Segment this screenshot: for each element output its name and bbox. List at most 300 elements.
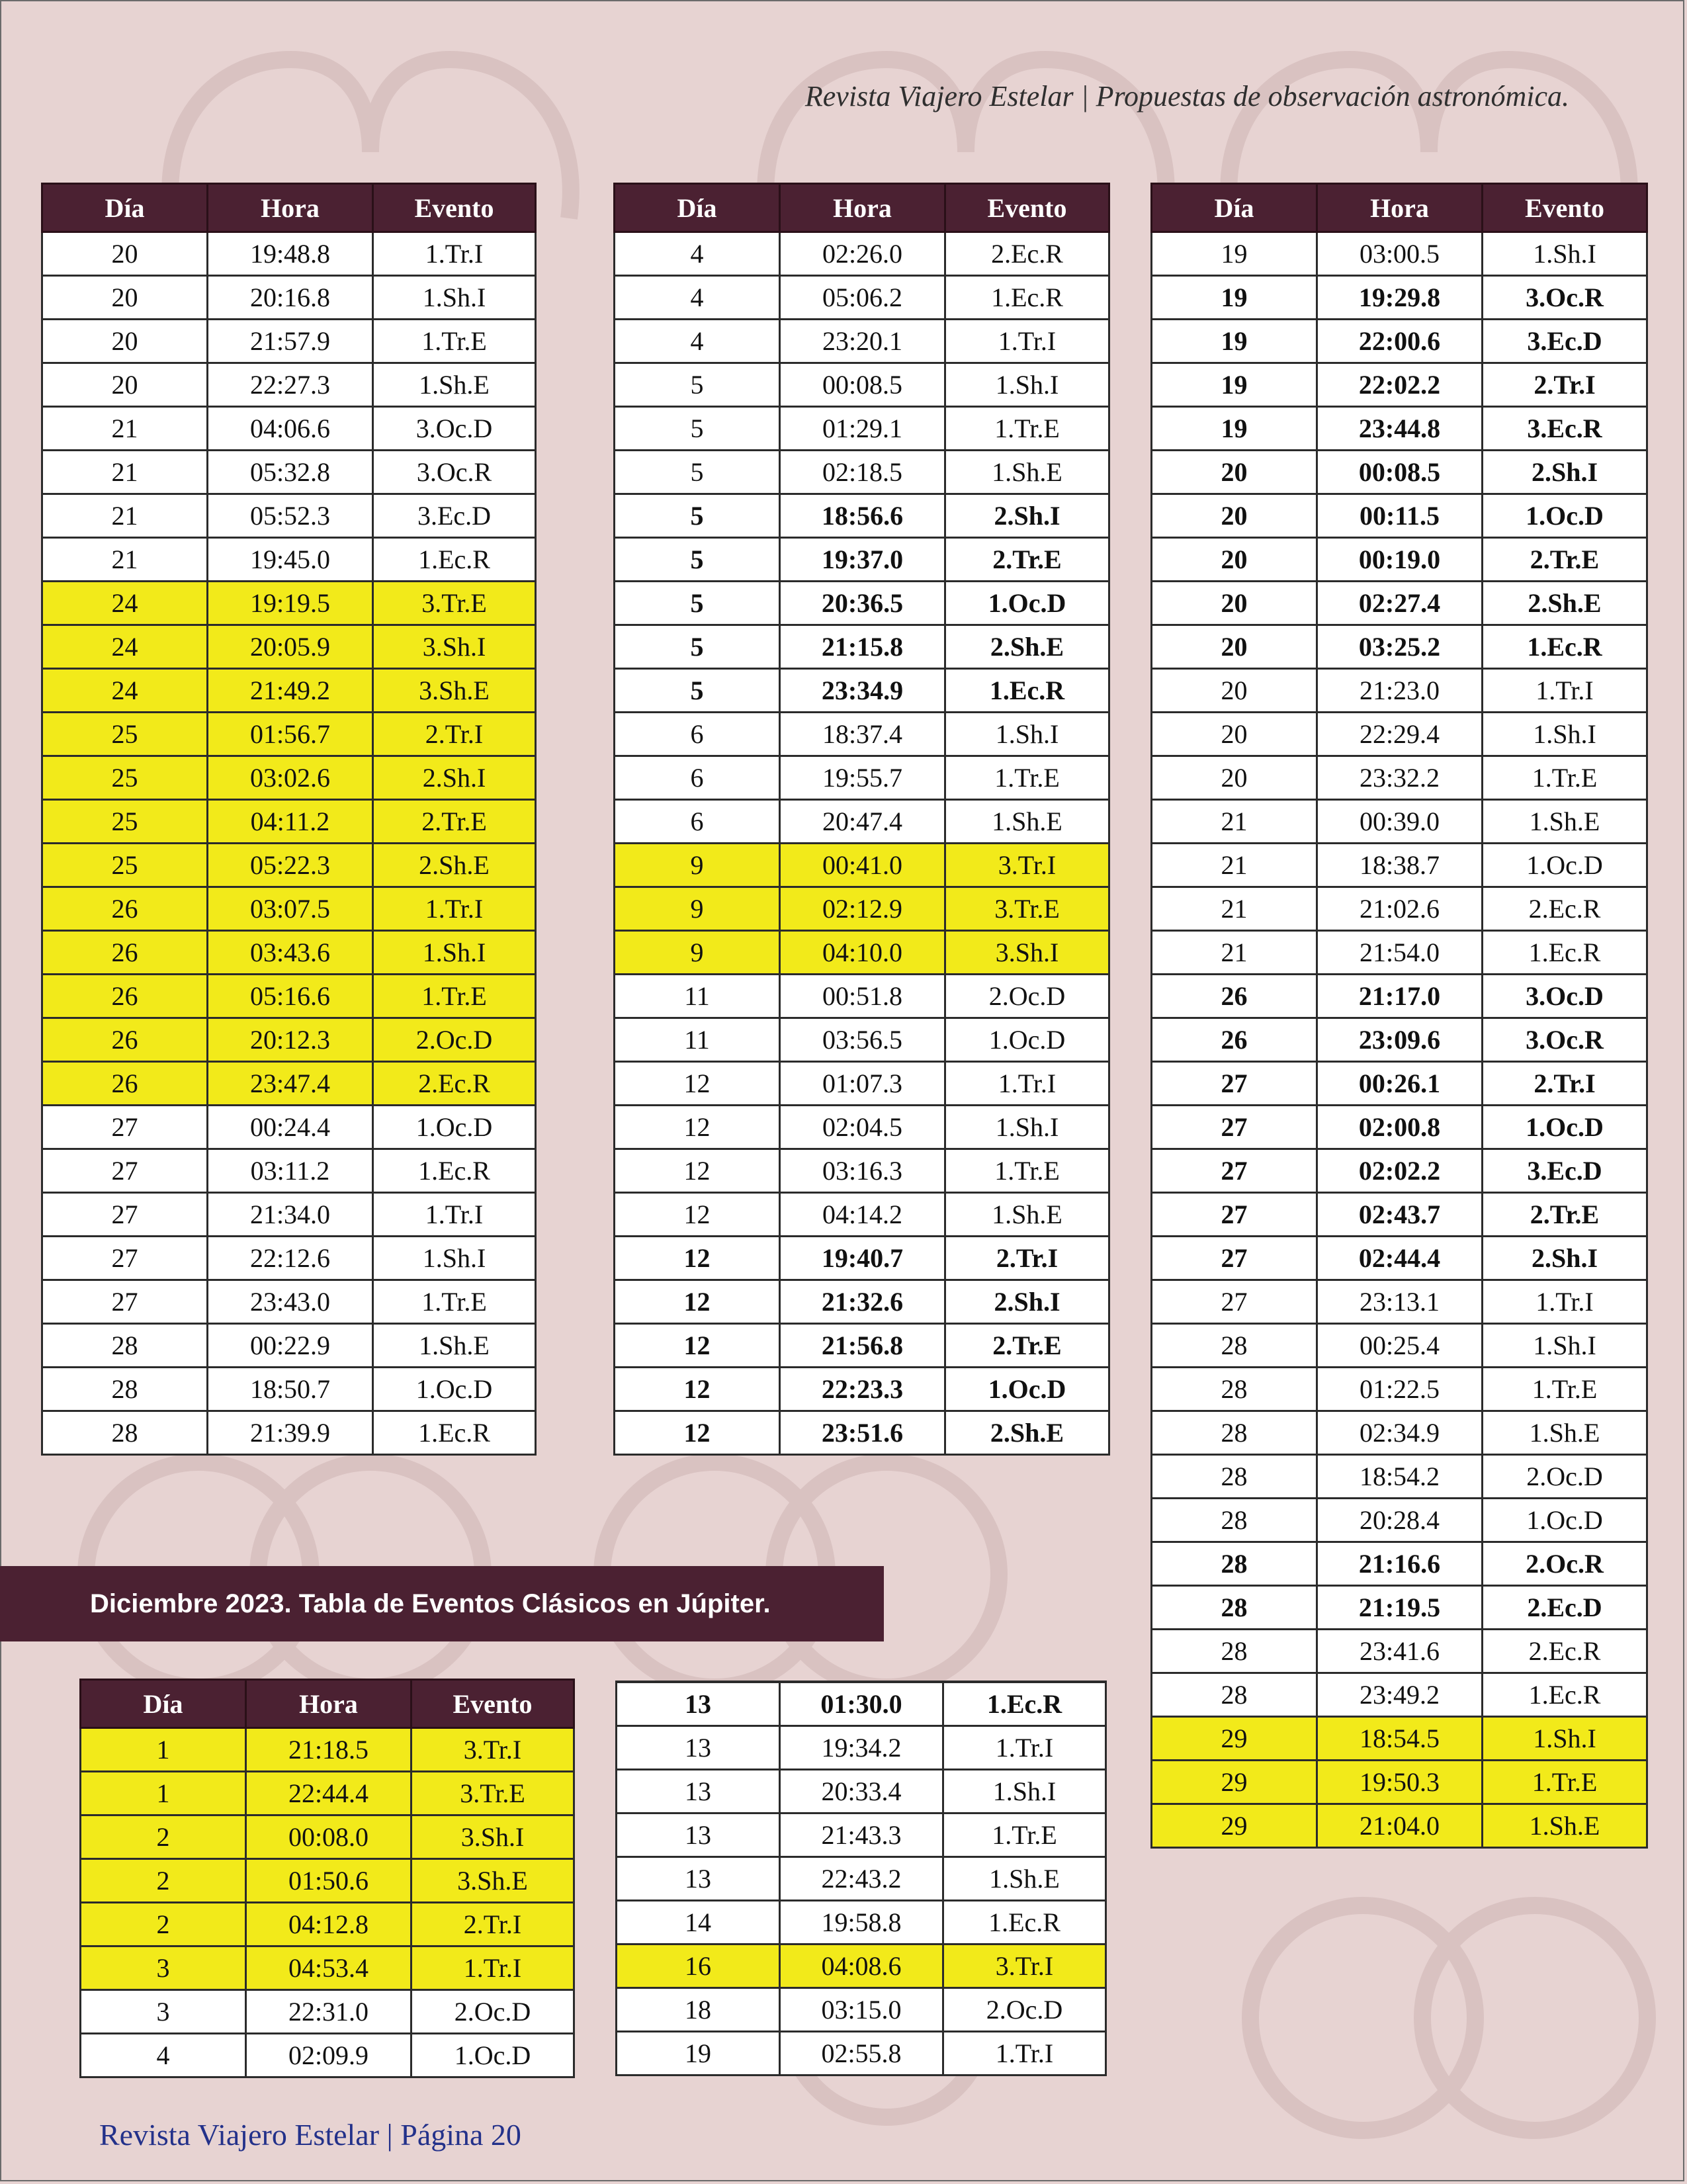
cell-evento: 3.Tr.E [373,582,536,625]
cell-evento: 1.Oc.D [945,582,1109,625]
cell-dia: 1 [81,1772,246,1815]
cell-evento: 3.Ec.D [1483,320,1647,363]
cell-dia: 9 [615,887,780,931]
table-row [42,1368,536,1411]
table-row [617,2032,1106,2075]
cell-evento: 3.Sh.I [945,931,1109,975]
cell-evento: 2.Sh.E [945,625,1109,669]
cell-dia: 12 [615,1106,780,1149]
cell-evento: 1.Tr.E [945,1149,1109,1193]
cell-evento: 2.Oc.D [945,975,1109,1018]
cell-dia: 27 [42,1193,208,1237]
cell-evento: 1.Tr.E [943,1813,1106,1857]
cell-hora: 22:44.4 [246,1772,411,1815]
cell-evento: 1.Sh.I [1483,713,1647,756]
cell-hora: 21:34.0 [208,1193,373,1237]
table-row [1152,1368,1647,1411]
cell-evento: 1.Oc.D [945,1018,1109,1062]
table-row [42,407,536,451]
table-row [615,887,1109,931]
cell-dia: 28 [1152,1324,1317,1368]
cell-dia: 27 [1152,1193,1317,1237]
table-row [1152,1499,1647,1542]
cell-hora: 00:26.1 [1317,1062,1483,1106]
cell-evento: 1.Sh.E [945,1193,1109,1237]
table-row [42,363,536,407]
table-row [617,1770,1106,1813]
cell-evento: 3.Oc.R [1483,276,1647,320]
table-row [615,1368,1109,1411]
table-row [1152,1717,1647,1761]
cell-hora: 03:25.2 [1317,625,1483,669]
table-row [1152,669,1647,713]
cell-evento: 1.Tr.I [1483,669,1647,713]
table-row [615,975,1109,1018]
cell-evento: 2.Sh.E [945,1411,1109,1455]
cell-hora: 18:54.2 [1317,1455,1483,1499]
cell-dia: 2 [81,1903,246,1946]
cell-dia: 20 [1152,582,1317,625]
cell-hora: 02:02.2 [1317,1149,1483,1193]
cell-hora: 23:49.2 [1317,1673,1483,1717]
table-row [615,494,1109,538]
cell-evento: 3.Tr.E [945,887,1109,931]
cell-hora: 00:51.8 [780,975,945,1018]
cell-dia: 26 [1152,975,1317,1018]
cell-dia: 20 [1152,756,1317,800]
cell-dia: 5 [615,363,780,407]
cell-hora: 19:58.8 [780,1901,943,1944]
cell-dia: 26 [1152,1018,1317,1062]
table-row [615,931,1109,975]
table-row [615,232,1109,276]
table-row [615,1106,1109,1149]
cell-evento: 1.Sh.I [1483,1324,1647,1368]
table-row [1152,1455,1647,1499]
cell-hora: 19:40.7 [780,1237,945,1280]
table-row [1152,1149,1647,1193]
table-row [42,582,536,625]
cell-dia: 28 [42,1324,208,1368]
cell-hora: 21:39.9 [208,1411,373,1455]
cell-evento: 1.Ec.R [1483,1673,1647,1717]
cell-evento: 1.Ec.R [945,669,1109,713]
col-dia: Día [615,184,780,232]
cell-evento: 3.Sh.E [373,669,536,713]
cell-hora: 02:55.8 [780,2032,943,2075]
table-row [1152,1237,1647,1280]
cell-evento: 1.Ec.R [373,538,536,582]
cell-hora: 18:56.6 [780,494,945,538]
cell-dia: 4 [615,232,780,276]
table-row [617,1988,1106,2032]
cell-dia: 5 [615,669,780,713]
cell-dia: 21 [1152,887,1317,931]
cell-hora: 23:09.6 [1317,1018,1483,1062]
cell-evento: 3.Sh.E [411,1859,574,1903]
cell-dia: 21 [1152,844,1317,887]
cell-evento: 1.Sh.I [945,1106,1109,1149]
cell-evento: 1.Sh.E [1483,800,1647,844]
col-dia: Día [81,1680,246,1728]
page-footer: Revista Viajero Estelar | Página 20 [99,2118,521,2152]
cell-hora: 04:12.8 [246,1903,411,1946]
cell-evento: 2.Sh.E [1483,582,1647,625]
table-header-row [1152,184,1647,232]
cell-dia: 20 [1152,451,1317,494]
cell-hora: 21:02.6 [1317,887,1483,931]
cell-dia: 12 [615,1368,780,1411]
cell-dia: 24 [42,625,208,669]
cell-dia: 28 [1152,1455,1317,1499]
cell-evento: 1.Tr.E [945,407,1109,451]
cell-evento: 2.Sh.I [373,756,536,800]
cell-evento: 2.Tr.I [373,713,536,756]
table-row [42,887,536,931]
table-row [81,2034,574,2077]
cell-dia: 27 [42,1280,208,1324]
cell-dia: 12 [615,1062,780,1106]
cell-hora: 18:54.5 [1317,1717,1483,1761]
table-row [1152,887,1647,931]
cell-dia: 28 [1152,1630,1317,1673]
cell-evento: 3.Oc.D [373,407,536,451]
table-row [615,1149,1109,1193]
cell-hora: 21:32.6 [780,1280,945,1324]
table-row [42,1062,536,1106]
cell-hora: 00:39.0 [1317,800,1483,844]
cell-dia: 25 [42,756,208,800]
cell-hora: 19:29.8 [1317,276,1483,320]
cell-hora: 04:11.2 [208,800,373,844]
table-row [615,538,1109,582]
cell-dia: 19 [1152,276,1317,320]
cell-dia: 13 [617,1813,780,1857]
col-evento: Evento [373,184,536,232]
cell-dia: 5 [615,451,780,494]
cell-hora: 23:34.9 [780,669,945,713]
table-row [42,713,536,756]
cell-hora: 19:19.5 [208,582,373,625]
table-row [1152,232,1647,276]
cell-dia: 26 [42,1018,208,1062]
table-row [42,494,536,538]
cell-dia: 28 [42,1368,208,1411]
cell-evento: 2.Sh.I [945,494,1109,538]
cell-hora: 00:08.5 [1317,451,1483,494]
cell-hora: 21:43.3 [780,1813,943,1857]
cell-evento: 1.Sh.I [945,363,1109,407]
cell-hora: 22:31.0 [246,1990,411,2034]
cell-dia: 13 [617,1770,780,1813]
cell-hora: 22:00.6 [1317,320,1483,363]
cell-hora: 05:16.6 [208,975,373,1018]
cell-evento: 1.Sh.E [1483,1411,1647,1455]
table-header-row [81,1680,574,1728]
cell-evento: 1.Tr.I [945,1062,1109,1106]
cell-evento: 3.Oc.D [1483,975,1647,1018]
cell-evento: 2.Sh.I [1483,451,1647,494]
cell-hora: 20:47.4 [780,800,945,844]
cell-dia: 27 [1152,1149,1317,1193]
cell-hora: 04:53.4 [246,1946,411,1990]
cell-evento: 1.Sh.E [943,1857,1106,1901]
cell-dia: 1 [81,1728,246,1772]
cell-hora: 05:32.8 [208,451,373,494]
cell-dia: 21 [42,494,208,538]
cell-hora: 01:07.3 [780,1062,945,1106]
table-row [1152,625,1647,669]
cell-hora: 00:41.0 [780,844,945,887]
cell-dia: 12 [615,1193,780,1237]
cell-hora: 23:43.0 [208,1280,373,1324]
table-header-row [615,184,1109,232]
cell-hora: 02:04.5 [780,1106,945,1149]
cell-evento: 1.Oc.D [945,1368,1109,1411]
cell-evento: 2.Ec.R [945,232,1109,276]
cell-dia: 20 [1152,713,1317,756]
table-row [81,1946,574,1990]
cell-hora: 01:22.5 [1317,1368,1483,1411]
cell-hora: 00:08.0 [246,1815,411,1859]
cell-dia: 27 [42,1237,208,1280]
cell-dia: 9 [615,931,780,975]
cell-hora: 02:26.0 [780,232,945,276]
table-row [615,407,1109,451]
cell-hora: 02:00.8 [1317,1106,1483,1149]
table-row [1152,1324,1647,1368]
table-row [615,1411,1109,1455]
cell-hora: 19:55.7 [780,756,945,800]
table-row [42,1193,536,1237]
col-evento: Evento [411,1680,574,1728]
cell-dia: 19 [1152,363,1317,407]
cell-hora: 02:18.5 [780,451,945,494]
cell-evento: 1.Sh.I [373,931,536,975]
table-row [42,669,536,713]
cell-dia: 28 [1152,1368,1317,1411]
table-row [1152,582,1647,625]
cell-hora: 00:19.0 [1317,538,1483,582]
table-row [1152,800,1647,844]
table-row [42,1149,536,1193]
cell-dia: 16 [617,1944,780,1988]
cell-evento: 1.Ec.R [943,1682,1106,1726]
cell-evento: 2.Tr.I [1483,1062,1647,1106]
cell-evento: 2.Tr.E [945,538,1109,582]
cell-dia: 11 [615,975,780,1018]
col-hora: Hora [1317,184,1483,232]
table-row [42,756,536,800]
cell-dia: 20 [42,363,208,407]
events-table-4 [79,1679,575,2078]
cell-evento: 1.Tr.I [943,1726,1106,1770]
table-row [1152,1018,1647,1062]
cell-evento: 1.Tr.I [411,1946,574,1990]
table-row [615,1018,1109,1062]
cell-hora: 02:34.9 [1317,1411,1483,1455]
table-row [42,1018,536,1062]
cell-evento: 1.Sh.I [1483,232,1647,276]
cell-hora: 19:48.8 [208,232,373,276]
cell-evento: 1.Ec.R [373,1411,536,1455]
cell-hora: 02:09.9 [246,2034,411,2077]
cell-dia: 28 [1152,1499,1317,1542]
cell-hora: 01:56.7 [208,713,373,756]
cell-dia: 27 [42,1149,208,1193]
cell-dia: 6 [615,756,780,800]
cell-hora: 02:27.4 [1317,582,1483,625]
cell-evento: 2.Oc.D [411,1990,574,2034]
section-title-banner: Diciembre 2023. Tabla de Eventos Clásicos en Júpiter. [0,1566,884,1641]
cell-hora: 23:44.8 [1317,407,1483,451]
cell-evento: 1.Oc.D [373,1106,536,1149]
table-row [81,1772,574,1815]
cell-evento: 1.Sh.I [943,1770,1106,1813]
cell-evento: 2.Oc.R [1483,1542,1647,1586]
table-row [81,1903,574,1946]
cell-hora: 19:37.0 [780,538,945,582]
events-table-2 [613,183,1110,1456]
table-row [615,1237,1109,1280]
cell-dia: 24 [42,669,208,713]
table-row [1152,713,1647,756]
cell-dia: 20 [42,276,208,320]
table-row [615,582,1109,625]
cell-evento: 1.Sh.E [373,1324,536,1368]
cell-dia: 20 [1152,494,1317,538]
cell-dia: 12 [615,1237,780,1280]
table-row [42,931,536,975]
cell-hora: 22:27.3 [208,363,373,407]
table-row [1152,363,1647,407]
table-row [1152,1542,1647,1586]
cell-evento: 2.Sh.I [1483,1237,1647,1280]
cell-dia: 27 [42,1106,208,1149]
table-row [615,451,1109,494]
cell-dia: 25 [42,713,208,756]
cell-hora: 04:08.6 [780,1944,943,1988]
cell-evento: 3.Ec.D [373,494,536,538]
cell-dia: 5 [615,625,780,669]
cell-hora: 22:02.2 [1317,363,1483,407]
table-row [42,1106,536,1149]
cell-dia: 6 [615,713,780,756]
cell-dia: 27 [1152,1062,1317,1106]
cell-evento: 1.Tr.I [373,1193,536,1237]
cell-evento: 2.Sh.I [945,1280,1109,1324]
cell-hora: 21:57.9 [208,320,373,363]
cell-dia: 26 [42,975,208,1018]
table-row [42,625,536,669]
table-row [1152,1804,1647,1848]
cell-evento: 1.Sh.E [373,363,536,407]
cell-dia: 24 [42,582,208,625]
table-row [617,1813,1106,1857]
cell-evento: 2.Tr.E [373,800,536,844]
cell-dia: 5 [615,582,780,625]
cell-evento: 1.Tr.E [1483,756,1647,800]
cell-hora: 21:49.2 [208,669,373,713]
cell-dia: 29 [1152,1804,1317,1848]
table-row [42,975,536,1018]
cell-hora: 19:45.0 [208,538,373,582]
cell-dia: 6 [615,800,780,844]
cell-evento: 1.Ec.R [945,276,1109,320]
table-row [615,713,1109,756]
cell-dia: 12 [615,1149,780,1193]
table-row [1152,1673,1647,1717]
cell-dia: 28 [1152,1542,1317,1586]
table-row [1152,276,1647,320]
cell-evento: 3.Sh.I [373,625,536,669]
cell-dia: 27 [1152,1237,1317,1280]
cell-evento: 1.Sh.I [373,276,536,320]
cell-hora: 05:22.3 [208,844,373,887]
cell-hora: 05:06.2 [780,276,945,320]
cell-hora: 02:44.4 [1317,1237,1483,1280]
cell-dia: 28 [42,1411,208,1455]
cell-dia: 25 [42,844,208,887]
cell-hora: 22:29.4 [1317,713,1483,756]
table-row [615,1280,1109,1324]
table-row [42,232,536,276]
cell-evento: 1.Tr.E [1483,1368,1647,1411]
table-row [615,844,1109,887]
table-row [617,1901,1106,1944]
cell-evento: 1.Sh.I [945,713,1109,756]
cell-dia: 13 [617,1857,780,1901]
table-row [42,538,536,582]
cell-dia: 19 [1152,232,1317,276]
cell-evento: 1.Tr.I [1483,1280,1647,1324]
cell-dia: 29 [1152,1761,1317,1804]
cell-hora: 19:50.3 [1317,1761,1483,1804]
table-row [615,276,1109,320]
cell-evento: 1.Oc.D [1483,494,1647,538]
cell-evento: 3.Tr.I [945,844,1109,887]
cell-dia: 20 [1152,625,1317,669]
table-row [42,320,536,363]
table-row [617,1726,1106,1770]
cell-dia: 26 [42,887,208,931]
table-row [81,1859,574,1903]
cell-hora: 22:23.3 [780,1368,945,1411]
cell-dia: 19 [1152,320,1317,363]
table-row [617,1682,1106,1726]
table-row [615,363,1109,407]
cell-dia: 12 [615,1411,780,1455]
cell-evento: 1.Oc.D [1483,844,1647,887]
cell-dia: 5 [615,407,780,451]
cell-hora: 18:38.7 [1317,844,1483,887]
cell-dia: 21 [42,451,208,494]
cell-hora: 21:23.0 [1317,669,1483,713]
table-row [1152,451,1647,494]
cell-evento: 1.Oc.D [411,2034,574,2077]
table-row [615,756,1109,800]
table-row [615,1062,1109,1106]
cell-hora: 04:14.2 [780,1193,945,1237]
cell-dia: 11 [615,1018,780,1062]
cell-hora: 21:18.5 [246,1728,411,1772]
table-row [615,1193,1109,1237]
table-row [1152,1586,1647,1630]
cell-dia: 19 [617,2032,780,2075]
cell-hora: 00:25.4 [1317,1324,1483,1368]
events-table-1 [41,183,537,1456]
cell-evento: 2.Tr.E [1483,538,1647,582]
